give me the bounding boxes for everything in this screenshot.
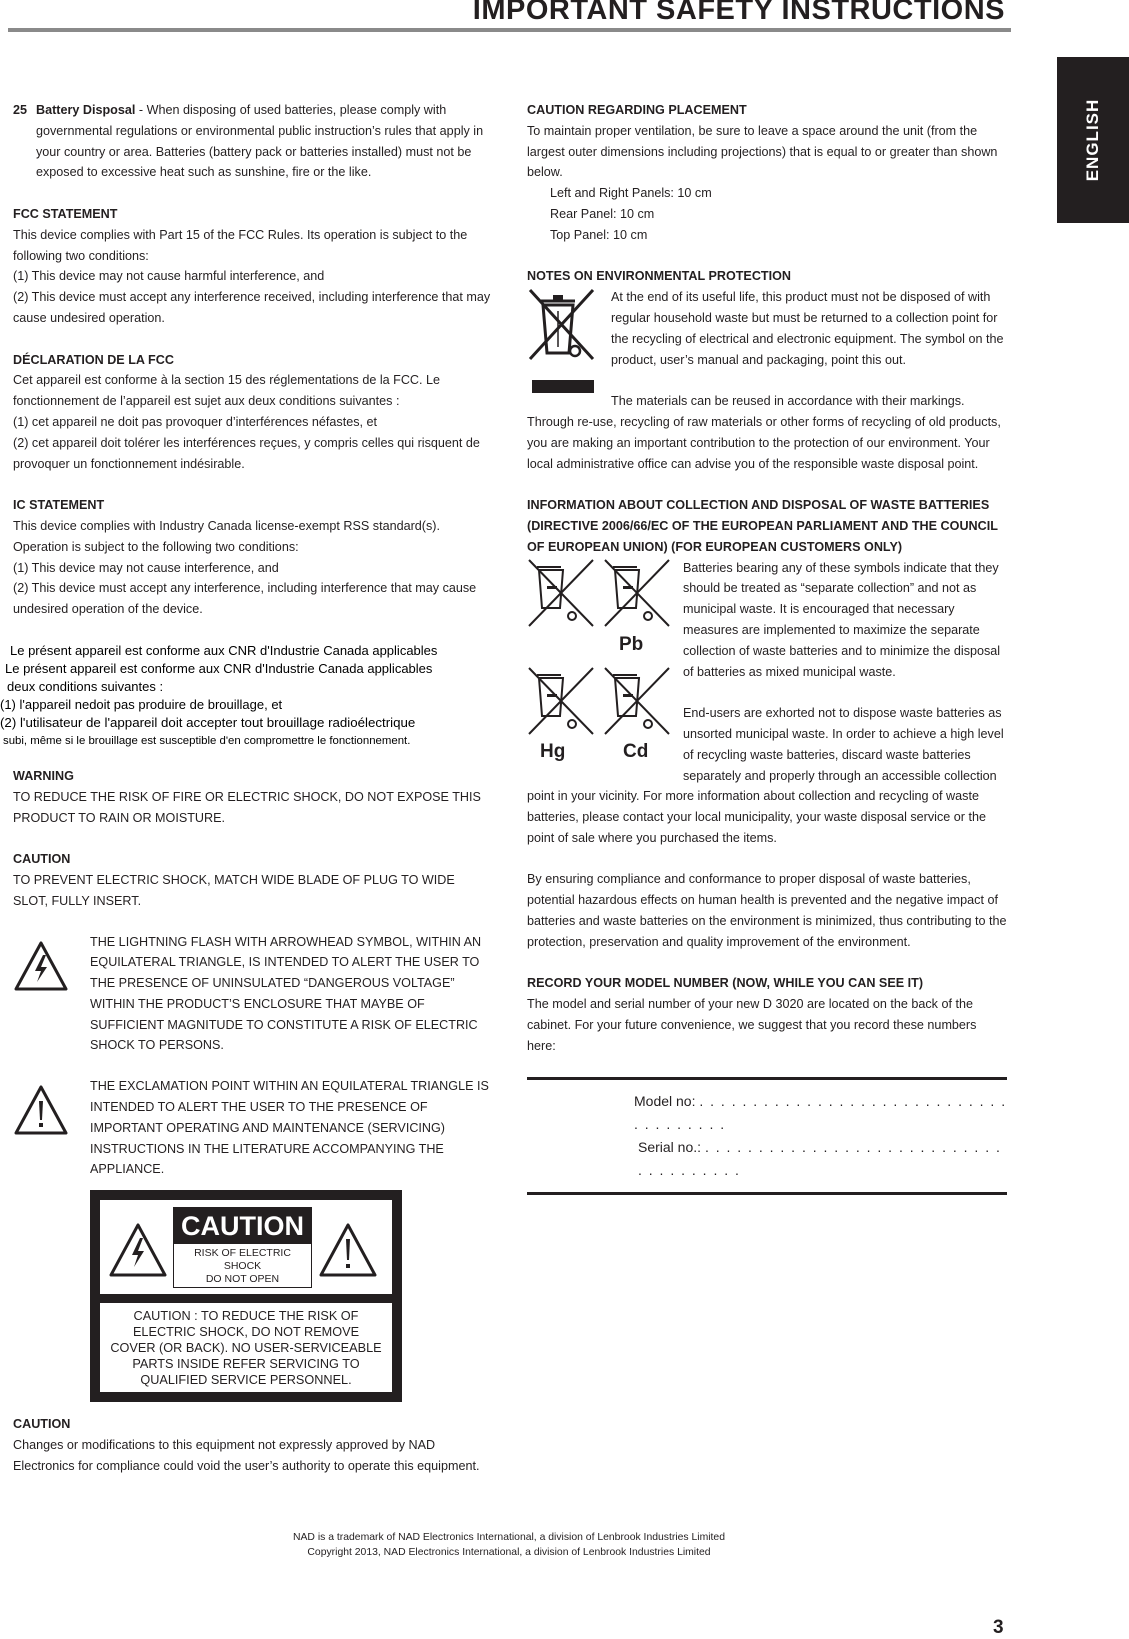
lightning-notice: [13, 932, 491, 1057]
ic-heading: IC STATEMENT: [13, 498, 105, 513]
environment-notice: [527, 287, 1007, 412]
batteries-text-4: By ensuring compliance and conformance to proper disposal of waste batteries, potential hazardous effects on human health is prevented and the negative impact of batteries and waste batteries on the environment is minimized, thus contributing to the protection, preservation and quality improvement of the environment.: [527, 872, 1007, 949]
ic-french-block: [0, 642, 491, 750]
left-column: [0, 100, 491, 1477]
language-tab-label: ENGLISH: [1083, 98, 1102, 182]
page-number: 3: [993, 1617, 1004, 1638]
placement-top: Top Panel: 10 cm: [550, 227, 648, 242]
footer-copyright: Copyright 2013, NAD Electronics International, a division of Lenbrook Industries Limited: [307, 1547, 711, 1558]
battery-symbols-icon: [527, 558, 677, 768]
model-number-row: [527, 1090, 1007, 1136]
caution-label-text: [100, 1303, 392, 1392]
fcc-condition-2: (2) This device must accept any interference received, including interference that may cause undesired operation.: [13, 290, 491, 325]
caution-label-graphic: [90, 1190, 402, 1402]
item-25-battery-disposal: [13, 100, 491, 183]
pb-label: Pb: [619, 633, 644, 655]
placement-text: To maintain proper ventilation, be sure to leave a space around the unit (from the largest outer dimensions including projections) that is equal to or greater than shown below.: [527, 123, 998, 180]
footer-trademark: NAD is a trademark of NAD Electronics International, a division of Lenbrook Industries Limited: [293, 1532, 725, 1543]
fcc-fr-heading: DÉCLARATION DE LA FCC: [13, 352, 174, 367]
fcc-fr-intro: Cet appareil est conforme à la section 15 des réglementations de la FCC. Le fonctionnement de l’appareil est sujet aux deux conditions suivantes :: [13, 373, 441, 409]
serial-number-field[interactable]: . . . . . . . . . . . . . . . . . . . . . . . . . . . . . . . . . . . . . .: [638, 1138, 1002, 1178]
caution-label-line: PARTS INSIDE REFER SERVICING TO: [132, 1356, 360, 1371]
environment-heading: NOTES ON ENVIRONMENTAL PROTECTION: [527, 269, 792, 284]
caution-sub-1: RISK OF ELECTRIC SHOCK: [194, 1247, 291, 1273]
caution-label-line: QUALIFIED SERVICE PERSONNEL.: [140, 1372, 352, 1387]
caution-sub-2: DO NOT OPEN: [205, 1273, 280, 1286]
batteries-text-1: Batteries bearing any of these symbols indicate that they should be treated as “separate collection” and not as municipal waste. It is encouraged that necessary measures are implemented to maximize the separate collection of waste batteries and to minimize the disposal of batteries as mixed municipal waste.: [683, 560, 1001, 679]
placement-heading: CAUTION REGARDING PLACEMENT: [527, 103, 747, 117]
ic-fr-line-6: subi, même si le brouillage est susceptible d'en compromettre le fonctionnement.: [3, 734, 411, 747]
page-title: IMPORTANT SAFETY INSTRUCTIONS: [472, 0, 1005, 26]
lightning-triangle-icon: [13, 940, 69, 992]
batteries-text-3: point in your vicinity. For more information about collection and recycling of waste batteries, please contact your local municipality, your waste disposal service or the point of sale where you purchased the items.: [527, 789, 986, 845]
lightning-triangle-icon: [108, 1222, 168, 1278]
exclamation-notice: [13, 1076, 491, 1180]
environment-text-1: At the end of its useful life, this product must not be disposed of with regular household waste but must be returned to a collection point for the recycling of electrical and electronic equipment. The symbol on the product, user’s manual and packaging, point this out.: [611, 290, 1004, 367]
ic-fr-line-5: (2) l'utilisateur de l'appareil doit accepter tout brouillage radioélectrique: [0, 714, 416, 730]
record-box: [527, 1077, 1007, 1195]
placement-rear: Rear Panel: 10 cm: [550, 206, 655, 221]
caution-heading: CAUTION: [13, 852, 71, 867]
caution-text: TO PREVENT ELECTRIC SHOCK, MATCH WIDE BLADE OF PLUG TO WIDE SLOT, FULLY INSERT.: [13, 872, 455, 908]
footer: [0, 1530, 1018, 1560]
fcc-intro: This device complies with Part 15 of the FCC Rules. Its operation is subject to the following two conditions:: [13, 227, 468, 263]
ic-fr-line-1: Le présent appareil est conforme aux CNR d'Industrie Canada applicables: [10, 642, 438, 658]
caution-2-text: Changes or modifications to this equipment not expressly approved by NAD Electronics for compliance could void the user’s authority to operate this equipment.: [13, 1438, 480, 1473]
batteries-notice: [527, 558, 1007, 787]
caution-label-line: ELECTRIC SHOCK, DO NOT REMOVE: [132, 1325, 360, 1340]
item-text: - When disposing of used batteries, please comply with governmental regulations or environmental public instruction’s rules that apply in your country or area. Batteries (battery pack or batteries installed) must not be exposed to excessive heat such as sunshine, fire or the like.: [36, 103, 484, 180]
exclamation-triangle-icon: [13, 1084, 69, 1136]
header-divider: [8, 28, 1011, 32]
warning-text: TO REDUCE THE RISK OF FIRE OR ELECTRIC SHOCK, DO NOT EXPOSE THIS PRODUCT TO RAIN OR MOISTURE.: [13, 789, 481, 825]
batteries-text-2: End-users are exhorted not to dispose waste batteries as unsorted municipal waste. In order to achieve a high level of recycling waste batteries, discard waste batteries separately and properly through an accessible collection: [683, 706, 1004, 783]
serial-number-row: [527, 1136, 1007, 1182]
fcc-heading: FCC STATEMENT: [13, 206, 118, 221]
caution-label-line: COVER (OR BACK). NO USER-SERVICEABLE: [110, 1341, 382, 1356]
cd-label: Cd: [623, 740, 649, 762]
caution-2-heading: CAUTION: [13, 1417, 71, 1432]
right-column: [527, 100, 1007, 1195]
environment-text-2: The materials can be reused in accordance with their markings.: [611, 394, 965, 409]
record-heading: RECORD YOUR MODEL NUMBER (NOW, WHILE YOU CAN SEE IT): [527, 976, 924, 991]
fcc-fr-condition-1: (1) cet appareil ne doit pas provoquer d’interférences néfastes, et: [13, 414, 378, 429]
caution-word: CAUTION: [174, 1208, 311, 1244]
ic-intro: This device complies with Industry Canada license-exempt RSS standard(s). Operation is subject to the following two conditions:: [13, 518, 440, 554]
caution-badge: [173, 1207, 312, 1288]
environment-text-3: Through re-use, recycling of raw materials or other forms of recycling of old products, you are making an important contribution to the protection of our environment. Your local administrative office can advise you of the responsible waste disposal point.: [527, 414, 1001, 471]
item-number: 25: [13, 103, 28, 117]
model-number-label: Model no:: [634, 1092, 696, 1109]
exclamation-triangle-icon: [318, 1222, 378, 1278]
ic-fr-line-4: (1) l'appareil nedoit pas produire de brouillage, et: [0, 696, 283, 712]
ic-condition-1: (1) This device may not cause interference, and: [13, 560, 279, 575]
placement-sides: Left and Right Panels: 10 cm: [550, 186, 712, 201]
hg-label: Hg: [540, 740, 566, 762]
model-number-field[interactable]: . . . . . . . . . . . . . . . . . . . . . . . . . . . . . . . . . . . . . .: [634, 1092, 1007, 1132]
fcc-condition-1: (1) This device may not cause harmful interference, and: [13, 269, 325, 284]
record-text: The model and serial number of your new D 3020 are located on the back of the cabinet. For your future convenience, we suggest that you record these numbers here:: [527, 997, 977, 1053]
language-tab: [1057, 57, 1129, 223]
serial-number-label: Serial no.:: [638, 1138, 702, 1155]
item-title: Battery Disposal: [36, 103, 136, 117]
caution-label-line: CAUTION : TO REDUCE THE RISK OF: [133, 1309, 359, 1324]
crossed-bin-icon: [527, 287, 597, 399]
lightning-text: THE LIGHTNING FLASH WITH ARROWHEAD SYMBOL, WITHIN AN EQUILATERAL TRIANGLE, IS INTENDED TO ALERT THE USER TO THE PRESENCE OF UNINSULATED “DANGEROUS VOLTAGE” WITHIN THE PRODUCT’S ENCLOSURE THAT MAYBE OF SUFFICIENT MAGNITUDE TO CONSTITUTE A RISK OF ELECTRIC SHOCK TO PERSONS.: [90, 934, 482, 1053]
batteries-heading: INFORMATION ABOUT COLLECTION AND DISPOSAL OF WASTE BATTERIES (DIRECTIVE 2006/66/EC OF THE EUROPEAN PARLIAMENT AND THE COUNCIL OF EUROPEAN UNION) (FOR EUROPEAN CUSTOMERS ONLY): [527, 498, 998, 554]
exclamation-text: THE EXCLAMATION POINT WITHIN AN EQUILATERAL TRIANGLE IS INTENDED TO ALERT THE USER TO THE PRESENCE OF IMPORTANT OPERATING AND MAINTENANCE (SERVICING) INSTRUCTIONS IN THE LITERATURE ACCOMPANYING THE APPLIANCE.: [90, 1079, 489, 1177]
warning-heading: WARNING: [13, 768, 74, 783]
fcc-fr-condition-2: (2) cet appareil doit tolérer les interférences reçues, y compris celles qui risquent de provoquer un fonctionnement indésirable.: [13, 435, 480, 471]
ic-fr-line-3: deux conditions suivantes :: [7, 678, 164, 694]
ic-fr-line-2: Le présent appareil est conforme aux CNR d'Industrie Canada applicables: [5, 660, 433, 676]
ic-condition-2: (2) This device must accept any interference, including interference that may cause undesired operation of the device.: [13, 581, 477, 617]
